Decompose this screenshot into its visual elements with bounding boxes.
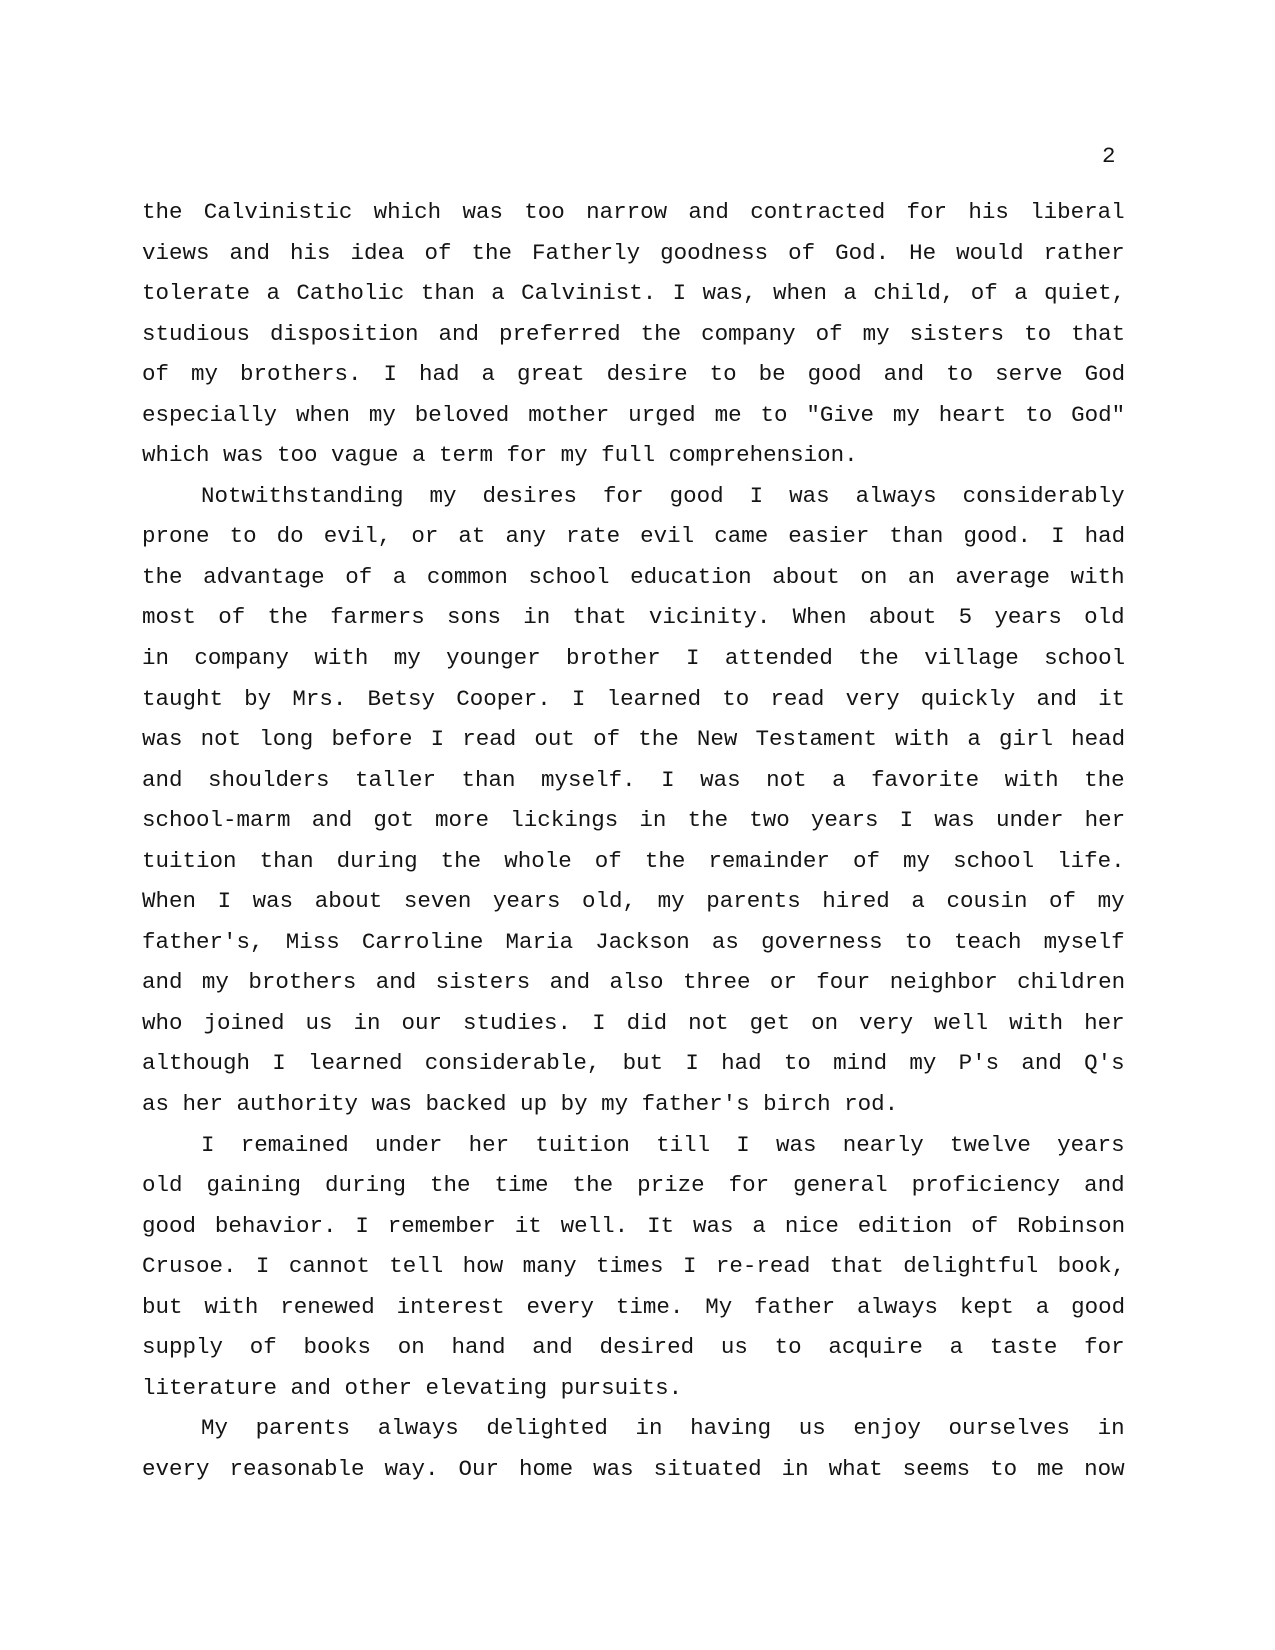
text-line: [142, 1449, 1125, 1490]
text-line-content: My parents always delighted in having us enjoy ourselves in: [201, 1415, 1125, 1442]
text-line-content: as her authority was backed up by my father's birch rod.: [142, 1091, 899, 1118]
text-line-content: and my brothers and sisters and also three or four neighbor children: [142, 969, 1126, 996]
text-line: [142, 881, 1125, 922]
text-line: [142, 638, 1125, 679]
text-line: [142, 314, 1125, 355]
text-line: [142, 557, 1125, 598]
text-line: [142, 1165, 1125, 1206]
text-line-content: supply of books on hand and desired us to acquire a taste for: [142, 1334, 1125, 1361]
text-line: [142, 192, 1125, 233]
text-line-content: who joined us in our studies. I did not get on very well with her: [142, 1009, 1125, 1036]
text-line: [142, 1246, 1125, 1287]
text-line: [142, 679, 1125, 720]
text-line: [142, 395, 1125, 436]
text-line-content: although I learned considerable, but I had to mind my P's and Q's: [142, 1050, 1125, 1077]
text-line: [142, 597, 1125, 638]
text-line-content: views and his idea of the Fatherly goodness of God. He would rather: [142, 239, 1125, 266]
text-line: [142, 760, 1125, 801]
text-line: [142, 1206, 1125, 1247]
text-line-content: school-marm and got more lickings in the two years I was under her: [142, 807, 1126, 834]
text-line-content: Notwithstanding my desires for good I was always considerably: [201, 482, 1125, 509]
text-line-content: taught by Mrs. Betsy Cooper. I learned to read very quickly and it: [142, 685, 1126, 712]
text-line-content: which was too vague a term for my full comprehension.: [142, 442, 858, 469]
text-line-content: When I was about seven years old, my parents hired a cousin of my: [142, 888, 1125, 915]
text-line: [142, 841, 1125, 882]
text-line: [142, 354, 1125, 395]
page-number: 2: [1102, 143, 1116, 169]
text-line: [142, 273, 1125, 314]
text-line: [142, 476, 1125, 517]
text-line: [142, 1084, 1125, 1125]
text-line-content: but with renewed interest every time. My father always kept a good: [142, 1293, 1126, 1320]
text-line-content: every reasonable way. Our home was situated in what seems to me now: [142, 1455, 1125, 1482]
text-line: [142, 1327, 1125, 1368]
text-line: [142, 1125, 1125, 1166]
text-line-content: literature and other elevating pursuits.: [142, 1374, 683, 1401]
text-line: [142, 1003, 1125, 1044]
text-line: [142, 1408, 1125, 1449]
text-line-content: studious disposition and preferred the company of my sisters to that: [142, 320, 1126, 347]
text-line-content: of my brothers. I had a great desire to be good and to serve God: [142, 361, 1126, 388]
text-line: [142, 800, 1125, 841]
text-line-content: the Calvinistic which was too narrow and contracted for his liberal: [142, 199, 1125, 225]
text-line-content: good behavior. I remember it well. It was a nice edition of Robinson: [142, 1212, 1126, 1239]
text-line: [142, 435, 1125, 476]
text-line: [142, 922, 1125, 963]
text-line: [142, 233, 1125, 274]
text-line: [142, 1368, 1125, 1409]
body-text: [142, 192, 1125, 1490]
text-line-content: father's, Miss Carroline Maria Jackson as governess to teach myself: [142, 928, 1125, 955]
text-line-content: tuition than during the whole of the remainder of my school life.: [142, 847, 1125, 874]
text-line-content: and shoulders taller than myself. I was not a favorite with the: [142, 766, 1125, 793]
text-line-content: Crusoe. I cannot tell how many times I re-read that delightful book,: [142, 1253, 1126, 1280]
text-line-content: I remained under her tuition till I was nearly twelve years: [201, 1131, 1125, 1158]
text-line: [142, 516, 1125, 557]
text-line-content: prone to do evil, or at any rate evil came easier than good. I had: [142, 523, 1126, 550]
text-line-content: was not long before I read out of the New Testament with a girl head: [142, 726, 1126, 753]
text-line-content: the advantage of a common school education about on an average with: [142, 563, 1125, 590]
text-line: [142, 1287, 1125, 1328]
text-line-content: tolerate a Catholic than a Calvinist. I was, when a child, of a quiet,: [142, 280, 1126, 307]
text-line: [142, 719, 1125, 760]
text-line-content: most of the farmers sons in that vicinity. When about 5 years old: [142, 604, 1125, 631]
text-line-content: old gaining during the time the prize for general proficiency and: [142, 1172, 1125, 1199]
text-line-content: in company with my younger brother I attended the village school: [142, 645, 1126, 672]
text-line-content: especially when my beloved mother urged me to "Give my heart to God": [142, 401, 1126, 428]
text-line: [142, 962, 1125, 1003]
text-line: [142, 1043, 1125, 1084]
